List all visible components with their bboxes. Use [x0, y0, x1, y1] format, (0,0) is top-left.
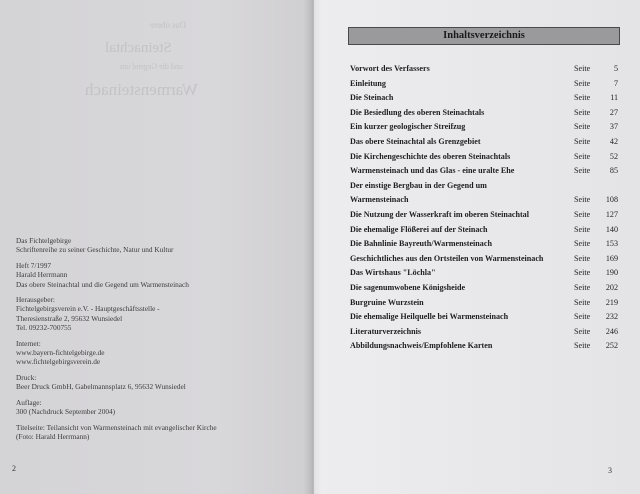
toc-entry: [350, 223, 618, 238]
toc-entry: [350, 266, 618, 281]
toc-entry-page: 219: [605, 297, 618, 307]
imprint-line: Druck:: [16, 372, 37, 382]
toc-entry-page: 11: [610, 93, 618, 103]
toc-entry: [350, 208, 618, 223]
imprint: [16, 236, 296, 447]
toc-entry-title: Die Nutzung der Wasserkraft im oberen Steinachtal: [350, 209, 529, 219]
toc-entry: [350, 106, 618, 121]
toc-entry-title: Die sagenumwobene Königsheide: [350, 282, 466, 292]
toc-entry-page: 169: [605, 253, 618, 263]
toc-entry-title: Das obere Steinachtal als Grenzgebiet: [350, 136, 481, 146]
toc-entry-page: 27: [609, 107, 618, 117]
toc-entry-seite: Seite: [574, 312, 591, 322]
toc-entry-page: 246: [605, 326, 618, 336]
book-gutter: [304, 0, 322, 494]
toc-entry: [350, 62, 618, 77]
toc-entry: [350, 252, 618, 267]
toc-entry: [350, 237, 618, 252]
toc-entry-seite: Seite: [574, 64, 591, 73]
imprint-line: Auflage:: [16, 397, 42, 407]
imprint-line: Heft 7/1997: [16, 260, 52, 270]
toc-entry-title: Die ehemalige Heilquelle bei Warmensteinach: [350, 312, 509, 322]
imprint-line: Herausgeber:: [16, 295, 55, 305]
show-through-text: und die Gegend um: [120, 62, 183, 71]
toc-entry-title: Die ehemalige Flößerei auf der Steinach: [350, 224, 488, 234]
toc-entry-title: Die Steinach: [350, 93, 394, 103]
toc-entry-page: 127: [605, 209, 618, 219]
toc-entry: [350, 135, 618, 150]
toc-entry-seite: Seite: [574, 78, 591, 88]
imprint-line: Beer Druck GmbH, Gabelmannsplatz 6, 95632 Wunsiedel: [16, 382, 186, 392]
toc-entry-title: Abbildungsnachweis/Empfohlene Karten: [350, 341, 493, 351]
imprint-block: [16, 423, 296, 442]
imprint-block: [16, 373, 296, 392]
imprint-line: Fichtelgebirgsverein e.V. - Hauptgeschäftsstelle -: [16, 304, 160, 314]
toc-entry-seite: Seite: [574, 253, 591, 263]
imprint-block: [16, 295, 296, 333]
toc-entry-title: Literaturverzeichnis: [350, 326, 422, 336]
toc-entry-title: Burgruine Wurzstein: [350, 297, 424, 307]
show-through-text: Steinachtal: [105, 40, 172, 56]
toc-entry-seite: Seite: [574, 297, 591, 307]
toc-entry: [350, 120, 618, 135]
toc-entry-seite: Seite: [574, 166, 591, 176]
imprint-block: [16, 261, 296, 289]
imprint-block: [16, 398, 296, 417]
toc-entry-seite: Seite: [574, 268, 591, 278]
toc-entry-title: Warmensteinach und das Glas - eine uralte Ehe: [350, 166, 515, 176]
table-of-contents: [350, 62, 618, 354]
toc-entry-title: Ein kurzer geologischer Streifzug: [350, 122, 466, 132]
imprint-line: Harald Herrmann: [16, 270, 68, 280]
toc-entry-page: 108: [605, 195, 618, 205]
toc-entry-page: 232: [605, 312, 618, 322]
imprint-line: www.bayern-fichtelgebirge.de: [16, 348, 105, 358]
imprint-line: Titelseite: Teilansicht von Warmensteinach mit evangelischer Kirche: [16, 422, 217, 432]
toc-entry-title: Das Wirtshaus "Löchla": [350, 268, 436, 278]
toc-entry-page: 153: [605, 239, 618, 249]
imprint-line: 300 (Nachdruck September 2004): [16, 407, 116, 417]
toc-entry-seite: Seite: [574, 107, 591, 117]
toc-entry-seite: Seite: [574, 209, 591, 219]
toc-entry: [350, 310, 618, 325]
toc-entry-seite: Seite: [574, 239, 591, 249]
toc-entry: [350, 150, 618, 165]
toc-entry-page: 140: [605, 224, 618, 234]
toc-entry-page: 52: [609, 151, 618, 161]
toc-entry-title: Einleitung: [350, 78, 386, 88]
toc-entry-seite: Seite: [574, 93, 591, 103]
toc-entry-title: Geschichtliches aus den Ortsteilen von Warmensteinach: [350, 253, 544, 263]
imprint-line: Das Fichtelgebirge: [16, 236, 72, 245]
toc-entry-page: 37: [609, 122, 618, 132]
toc-entry-page: 85: [609, 166, 618, 176]
toc-entry-page: 5: [613, 64, 618, 73]
toc-entry-page: 42: [609, 136, 618, 146]
toc-entry-page: 190: [605, 268, 618, 278]
toc-entry: [350, 281, 618, 296]
imprint-block: [16, 236, 296, 255]
imprint-line: Internet:: [16, 338, 41, 348]
toc-entry: [350, 164, 618, 179]
toc-entry-title: Der einstige Bergbau in der Gegend um: [350, 180, 487, 190]
toc-entry-seite: Seite: [574, 282, 591, 292]
page-number-left: 2: [12, 464, 16, 473]
toc-entry-seite: Seite: [574, 151, 591, 161]
imprint-block: [16, 339, 296, 367]
toc-entry-page: 252: [605, 341, 618, 351]
imprint-line: Tel. 09232-700755: [16, 323, 72, 333]
toc-entry-page: 202: [605, 282, 618, 292]
show-through-text: Warmensteinach: [85, 80, 198, 99]
toc-entry: [350, 77, 618, 92]
toc-entry-title: Warmensteinach: [350, 195, 409, 205]
show-through-text: Das obere: [150, 20, 187, 30]
page-number-right: 3: [608, 466, 612, 475]
toc-entry-page: 7: [613, 78, 618, 88]
toc-heading: Inhaltsverzeichnis: [348, 27, 620, 45]
toc-entry-title: Die Kirchengeschichte des oberen Steinachtals: [350, 151, 511, 161]
toc-entry: [350, 91, 618, 106]
toc-entry: [350, 179, 618, 194]
toc-entry-seite: Seite: [574, 136, 591, 146]
toc-entry-seite: Seite: [574, 341, 591, 351]
toc-entry: [350, 193, 618, 208]
imprint-line: www.fichtelgebirgsverein.de: [16, 357, 101, 367]
toc-entry-seite: Seite: [574, 122, 591, 132]
imprint-line: Schriftenreihe zu seiner Geschichte, Natur und Kultur: [16, 245, 174, 255]
toc-entry-seite: Seite: [574, 326, 591, 336]
toc-entry-seite: Seite: [574, 224, 591, 234]
toc-entry: [350, 296, 618, 311]
imprint-line: (Foto: Harald Herrmann): [16, 431, 90, 441]
toc-entry-seite: Seite: [574, 195, 591, 205]
toc-entry: [350, 325, 618, 340]
toc-entry-title: Die Besiedlung des oberen Steinachtals: [350, 107, 485, 117]
imprint-line: Theresienstraße 2, 95632 Wunsiedel: [16, 313, 123, 323]
toc-entry: [350, 339, 618, 354]
left-page: [0, 0, 312, 494]
toc-entry-title: Vorwort des Verfassers: [350, 64, 430, 73]
toc-entry-title: Die Bahnlinie Bayreuth/Warmensteinach: [350, 239, 492, 249]
imprint-line: Das obere Steinachtal und die Gegend um Warmensteinach: [16, 279, 189, 289]
